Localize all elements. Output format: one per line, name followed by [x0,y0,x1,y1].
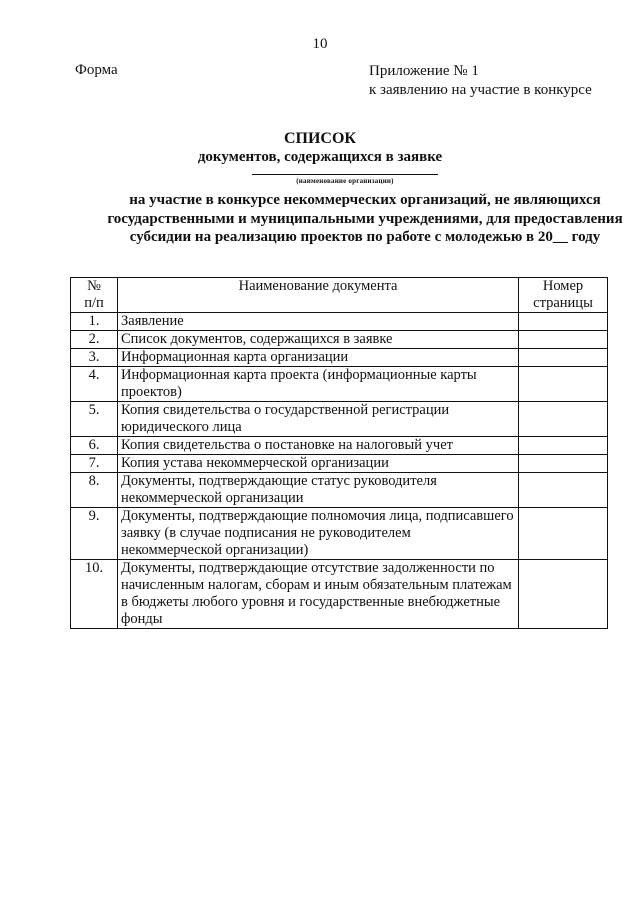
header-page-number [519,278,608,313]
row-page-cell [519,349,608,367]
organization-name-caption: (наименование организации) [296,177,394,185]
row-number: 4. [71,367,118,402]
row-document-name: Информационная карта организации [118,349,519,367]
row-number: 10. [71,560,118,629]
row-number: 5. [71,402,118,437]
row-page-cell [519,560,608,629]
header-document-name: Наименование документа [118,278,519,313]
table-row [71,349,608,367]
row-page-cell [519,402,608,437]
row-page-cell [519,331,608,349]
table-header-row [71,278,608,313]
table-row [71,437,608,455]
purpose-text: на участие в конкурсе некоммерческих организаций, не являющихся государственными и муниципальными учреждениями, для предоставления субсидии на реализацию проектов по работе с молодежью в 20__ году [107,192,623,245]
row-number: 9. [71,508,118,560]
row-page-cell [519,313,608,331]
row-document-name: Копия свидетельства о постановке на налоговый учет [118,437,519,455]
row-number: 6. [71,437,118,455]
row-number: 2. [71,331,118,349]
row-number: 8. [71,473,118,508]
row-number: 3. [71,349,118,367]
table-row [71,455,608,473]
header-number [71,278,118,313]
form-label: Форма [75,62,118,78]
table-row [71,402,608,437]
row-document-name: Копия свидетельства о государственной регистрации юридического лица [118,402,519,437]
row-document-name: Документы, подтверждающие отсутствие задолженности по начисленным налогам, сборам и иным обязательным платежам в бюджеты любого уровня и государственные внебюджетные фонды [118,560,519,629]
header-page-line-2: страницы [533,295,593,311]
appendix-line-2: к заявлению на участие в конкурсе [369,82,592,98]
row-document-name: Документы, подтверждающие статус руководителя некоммерческой организации [118,473,519,508]
header-number-line-1: № [87,278,101,294]
appendix-line-1: Приложение № 1 [369,63,479,79]
row-number: 7. [71,455,118,473]
row-page-cell [519,473,608,508]
row-document-name: Заявление [118,313,519,331]
table-row [71,508,608,560]
header-number-line-2: п/п [84,295,104,311]
table-row [71,331,608,349]
table-row [71,473,608,508]
header-page-line-1: Номер [542,278,584,294]
table-row [71,313,608,331]
document-subtitle: документов, содержащихся в заявке [197,149,443,165]
row-document-name: Информационная карта проекта (информационные карты проектов) [118,367,519,402]
row-page-cell [519,437,608,455]
row-document-name: Копия устава некоммерческой организации [118,455,519,473]
row-document-name: Список документов, содержащихся в заявке [118,331,519,349]
appendix-note [369,62,592,100]
row-page-cell [519,508,608,560]
row-number: 1. [71,313,118,331]
row-page-cell [519,455,608,473]
table-row [71,367,608,402]
row-page-cell [519,367,608,402]
organization-name-line [252,174,438,175]
documents-table [70,277,608,629]
document-title: СПИСОК [283,130,357,147]
table-row [71,560,608,629]
page-number: 10 [312,36,328,52]
row-document-name: Документы, подтверждающие полномочия лица, подписавшего заявку (в случае подписания не руководителем некоммерческой организации) [118,508,519,560]
